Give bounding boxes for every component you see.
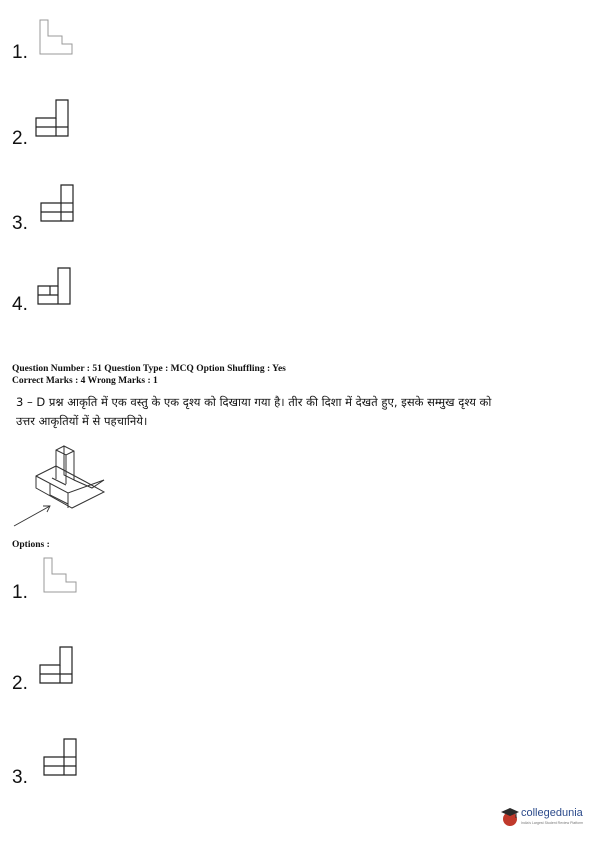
option-1[interactable] bbox=[12, 556, 92, 606]
step-profile-icon bbox=[42, 556, 82, 596]
option-3-top bbox=[12, 183, 92, 233]
option-number: 2. bbox=[12, 128, 28, 149]
collegedunia-logo bbox=[500, 806, 586, 830]
graduate-cap-icon bbox=[500, 806, 520, 828]
options-heading: Options : bbox=[12, 540, 50, 550]
grid-block-profile-icon bbox=[39, 183, 84, 225]
question-meta bbox=[12, 363, 286, 387]
step-profile-icon bbox=[38, 18, 78, 58]
question-text bbox=[16, 393, 576, 431]
option-2-top bbox=[12, 98, 92, 148]
tall-step-profile-icon bbox=[38, 645, 83, 687]
logo-tagline: India's Largest Student Review Platform bbox=[521, 821, 584, 825]
option-number: 3. bbox=[12, 213, 28, 234]
option-number: 1. bbox=[12, 582, 28, 603]
tall-step-profile-icon bbox=[34, 98, 79, 140]
option-3[interactable] bbox=[12, 737, 92, 787]
option-1-top bbox=[12, 18, 92, 68]
option-number: 1. bbox=[12, 42, 28, 63]
question-text-line-2: उत्तर आकृतियों में से पहचानिये। bbox=[16, 414, 148, 428]
option-2[interactable] bbox=[12, 645, 92, 695]
isometric-block-figure bbox=[12, 440, 112, 530]
option-number: 3. bbox=[12, 767, 28, 788]
option-number: 4. bbox=[12, 294, 28, 315]
grid-block-profile-icon bbox=[42, 737, 87, 779]
question-meta-line-1: Question Number : 51 Question Type : MCQ Option Shuffling : Yes bbox=[12, 364, 286, 374]
question-text-line-1: 3 – D प्रश्न आकृति में एक वस्तु के एक दृश्य को दिखाया गया है। तीर की दिशा में देखते हुए, इसके सम्मुख दृश्य को bbox=[16, 395, 492, 409]
option-4-top bbox=[12, 266, 92, 316]
logo-brand-text: collegedunia bbox=[521, 807, 583, 819]
l-step-grid-profile-icon bbox=[36, 266, 81, 308]
option-number: 2. bbox=[12, 673, 28, 694]
question-meta-line-2: Correct Marks : 4 Wrong Marks : 1 bbox=[12, 376, 158, 386]
